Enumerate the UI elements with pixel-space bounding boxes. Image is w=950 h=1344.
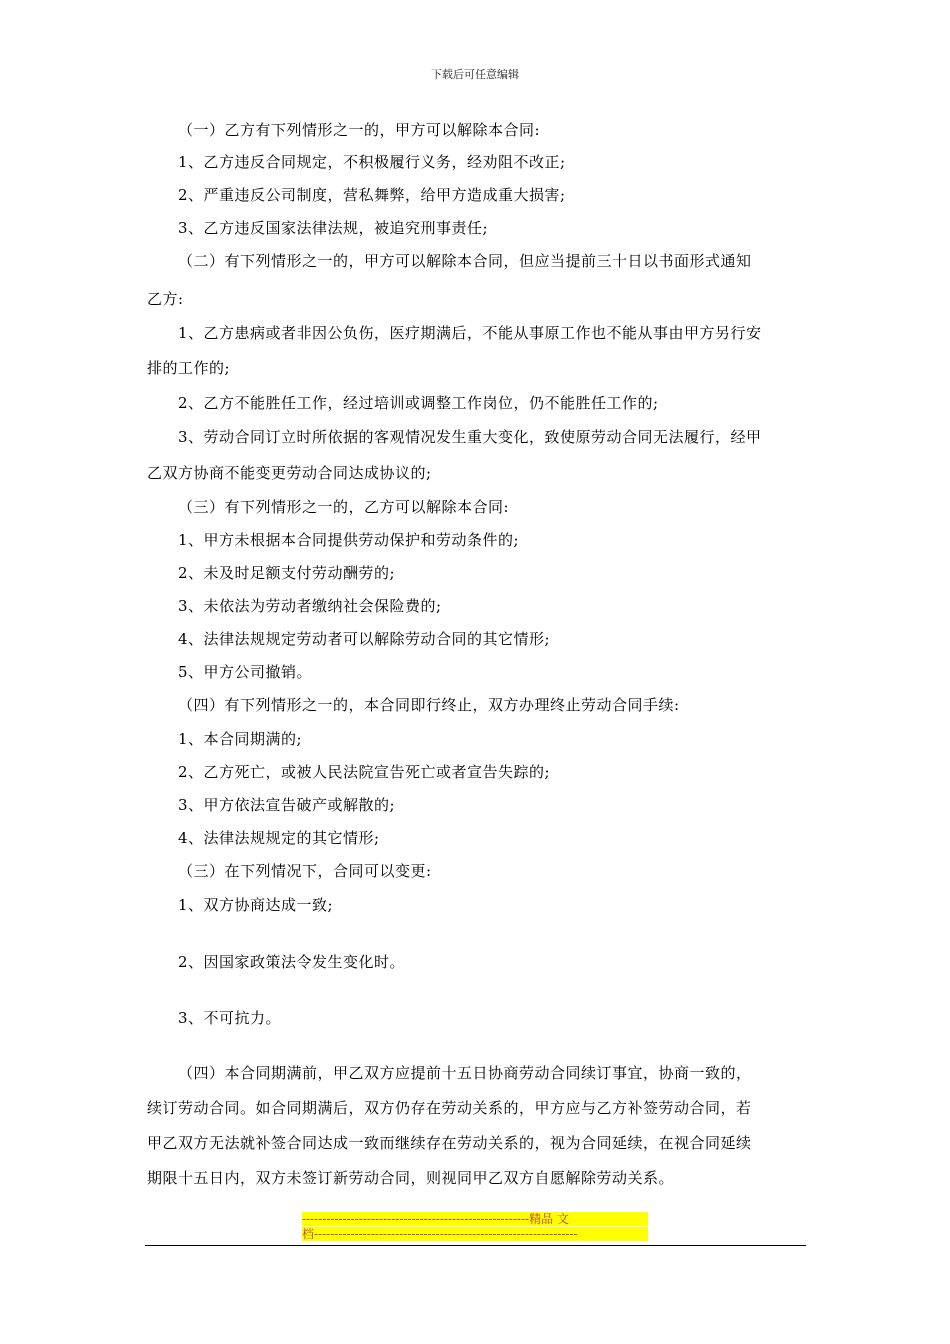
- list-item: 4、法律法规规定的其它情形;: [178, 829, 380, 847]
- paragraph-line: 期限十五日内，双方未签订新劳动合同，则视同甲乙双方自愿解除劳动关系。: [147, 1169, 675, 1187]
- list-item: 3、乙方违反国家法律法规，被追究刑事责任;: [178, 219, 489, 237]
- list-item: 3、不可抗力。: [178, 1009, 282, 1027]
- list-item: 1、乙方患病或者非因公负伤，医疗期满后，不能从事原工作也不能从事由甲方另行安: [178, 324, 762, 342]
- section-heading: （三）有下列情形之一的，乙方可以解除本合同:: [178, 498, 510, 516]
- paragraph-line: 乙方:: [147, 290, 184, 308]
- paragraph-line: 乙双方协商不能变更劳动合同达成协议的;: [147, 464, 432, 482]
- list-item: 2、乙方死亡，或被人民法院宣告死亡或者宣告失踪的;: [178, 763, 551, 781]
- list-item: 5、甲方公司撤销。: [178, 663, 313, 681]
- footer-watermark-line-2: 档-----------------------------------------------------------------: [302, 1227, 648, 1241]
- list-item: 2、严重违反公司制度，营私舞弊，给甲方造成重大损害;: [178, 186, 566, 204]
- list-item: 3、甲方依法宣告破产或解散的;: [178, 796, 396, 814]
- footer-watermark-line-1: --------------------------------------------------------精品 文: [302, 1212, 648, 1226]
- section-heading: （一）乙方有下列情形之一的，甲方可以解除本合同:: [178, 121, 541, 139]
- list-item: 1、甲方未根据本合同提供劳动保护和劳动条件的;: [178, 531, 520, 549]
- footer-divider: [145, 1245, 806, 1246]
- list-item: 3、未依法为劳动者缴纳社会保险费的;: [178, 597, 442, 615]
- list-item: 1、双方协商达成一致;: [178, 896, 334, 914]
- section-heading: （四）本合同期满前，甲乙双方应提前十五日协商劳动合同续订事宜，协商一致的，: [178, 1064, 752, 1082]
- section-heading: （四）有下列情形之一的，本合同即行终止，双方办理终止劳动合同手续:: [178, 696, 680, 714]
- page-header: 下载后可任意编辑: [431, 68, 519, 81]
- list-item: 2、因国家政策法令发生变化时。: [178, 953, 406, 971]
- paragraph-line: 续订劳动合同。如合同期满后，双方仍存在劳动关系的，甲方应与乙方补签劳动合同，若: [147, 1099, 752, 1117]
- list-item: 1、乙方违反合同规定，不积极履行义务，经劝阻不改正;: [178, 153, 566, 171]
- paragraph-line: 甲乙双方无法就补签合同达成一致而继续存在劳动关系的，视为合同延续，在视合同延续: [147, 1134, 752, 1152]
- section-heading: （三）在下列情况下，合同可以变更:: [178, 862, 432, 880]
- section-heading: （二）有下列情形之一的，甲方可以解除本合同，但应当提前三十日以书面形式通知: [178, 252, 752, 270]
- list-item: 4、法律法规规定劳动者可以解除劳动合同的其它情形;: [178, 630, 551, 648]
- list-item: 3、劳动合同订立时所依据的客观情况发生重大变化，致使原劳动合同无法履行，经甲: [178, 428, 762, 446]
- list-item: 1、本合同期满的;: [178, 730, 303, 748]
- list-item: 2、乙方不能胜任工作，经过培训或调整工作岗位，仍不能胜任工作的;: [178, 394, 659, 412]
- list-item: 2、未及时足额支付劳动酬劳的;: [178, 564, 396, 582]
- paragraph-line: 排的工作的;: [147, 359, 231, 377]
